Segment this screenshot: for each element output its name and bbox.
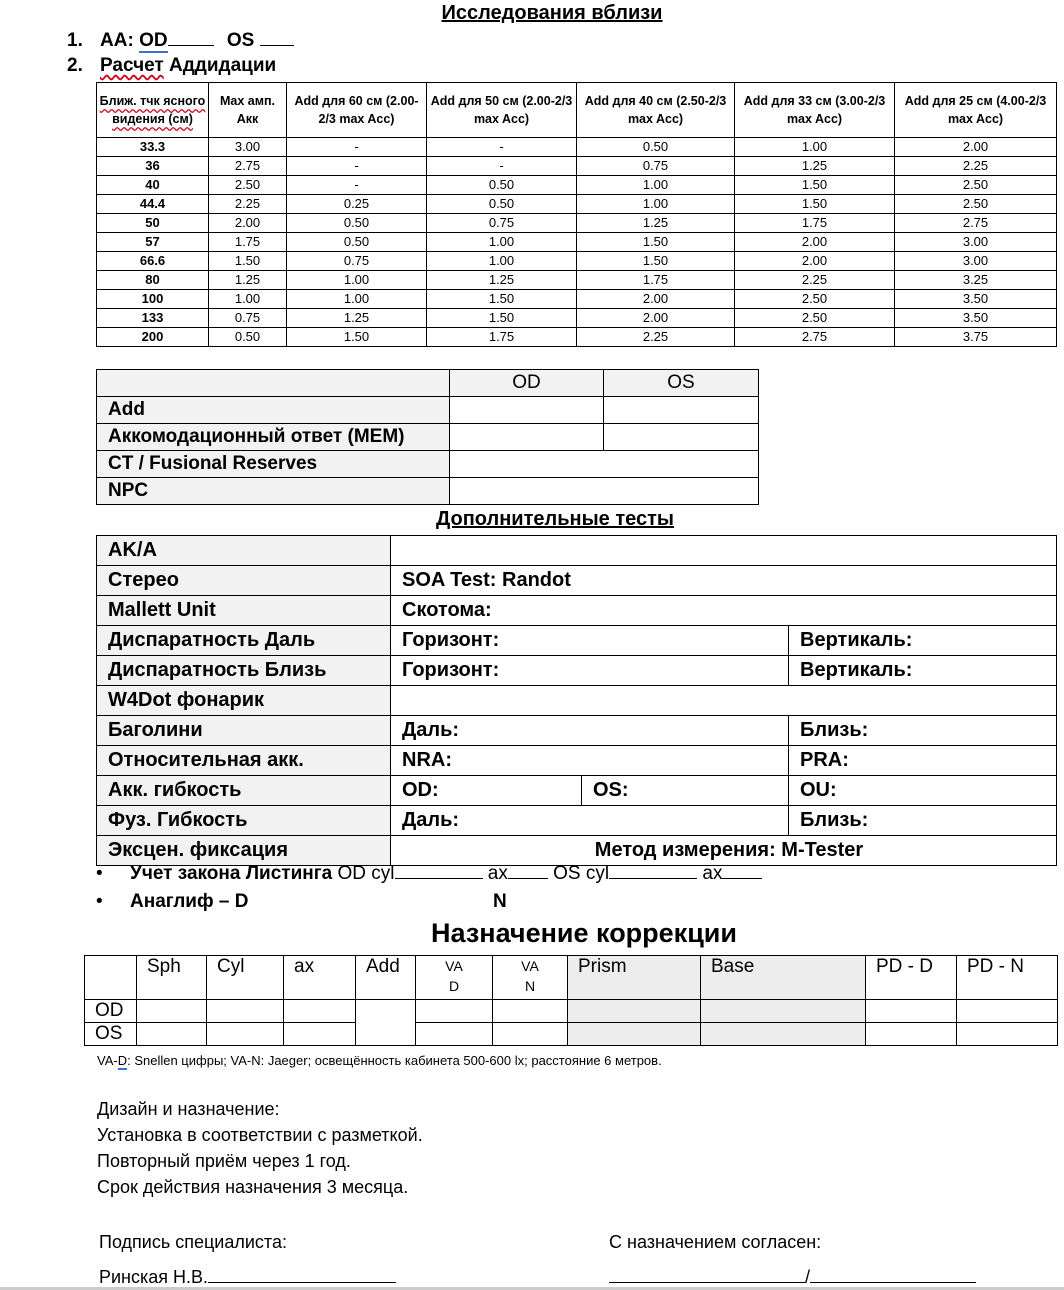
table-cell: - <box>427 157 577 176</box>
table-row <box>97 746 1057 776</box>
table-cell: 2.25 <box>735 271 895 290</box>
near-point-cell: 80 <box>97 271 209 290</box>
od-prism-field[interactable] <box>568 1000 701 1023</box>
table-cell: 1.50 <box>735 176 895 195</box>
near-point-cell: 100 <box>97 290 209 309</box>
mallett-value[interactable]: Скотома: <box>391 596 1057 626</box>
corner-cell <box>85 956 137 1000</box>
table-cell: 2.00 <box>735 252 895 271</box>
table-row <box>97 157 1057 176</box>
table-cell: 0.50 <box>209 328 287 347</box>
bagolini-far[interactable]: Даль: <box>391 716 789 746</box>
patient-signature-field[interactable] <box>609 1266 805 1283</box>
header-near-point: Ближ. тчк ясного видения (см) <box>97 83 209 138</box>
table-row <box>97 836 1057 866</box>
header-add-40: Add для 40 см (2.50-2/3 max Acc) <box>577 83 735 138</box>
header-pd-d: PD - D <box>866 956 957 1000</box>
os-pd-n-field[interactable] <box>957 1023 1058 1046</box>
corner-cell <box>97 370 450 397</box>
aa-os-field[interactable] <box>260 29 294 46</box>
aa-od-field[interactable] <box>168 29 214 46</box>
header-add-25: Add для 25 см (4.00-2/3 max Acc) <box>895 83 1057 138</box>
table-cell: 3.50 <box>895 309 1057 328</box>
listing-od-ax-field[interactable] <box>508 862 548 879</box>
table-cell: 2.50 <box>735 309 895 328</box>
nra-field[interactable]: NRA: <box>391 746 789 776</box>
table-cell: 0.50 <box>287 233 427 252</box>
mem-os-field[interactable] <box>604 424 759 451</box>
table-cell: 2.00 <box>577 309 735 328</box>
table-row <box>97 195 1057 214</box>
table-cell: - <box>287 157 427 176</box>
table-cell: 2.50 <box>735 290 895 309</box>
header-base: Base <box>701 956 866 1000</box>
row-label-acc-flexibility: Акк. гибкость <box>97 776 391 806</box>
od-os-table <box>96 369 759 505</box>
column-os: OS <box>604 370 759 397</box>
table-cell: 2.25 <box>895 157 1057 176</box>
table-cell: 0.75 <box>209 309 287 328</box>
header-pd-n: PD - N <box>957 956 1058 1000</box>
table-cell: 1.50 <box>427 290 577 309</box>
table-cell: 0.50 <box>427 176 577 195</box>
table-header-row <box>85 956 1058 1000</box>
os-sph-field[interactable] <box>137 1023 207 1046</box>
header-add-60: Add для 60 см (2.00-2/3 max Acc) <box>287 83 427 138</box>
os-base-field[interactable] <box>701 1023 866 1046</box>
table-cell: 1.25 <box>209 271 287 290</box>
table-cell: 0.25 <box>287 195 427 214</box>
table-cell: 3.00 <box>895 233 1057 252</box>
header-va-n: VA N <box>493 956 568 1000</box>
table-cell: 2.50 <box>895 176 1057 195</box>
near-point-cell: 40 <box>97 176 209 195</box>
table-cell: 1.50 <box>577 233 735 252</box>
add-calculation-table <box>96 82 1057 347</box>
table-cell: 2.75 <box>895 214 1057 233</box>
table-row <box>97 214 1057 233</box>
notes-line: Дизайн и назначение: <box>97 1099 280 1119</box>
notes-line: Повторный приём через 1 год. <box>97 1151 351 1171</box>
table-cell: 2.00 <box>209 214 287 233</box>
od-cyl-field[interactable] <box>207 1000 284 1023</box>
row-label-ct: CT / Fusional Reserves <box>97 451 450 478</box>
table-cell: 1.00 <box>287 290 427 309</box>
pra-field[interactable]: PRA: <box>789 746 1057 776</box>
specialist-signature <box>99 1266 396 1288</box>
row-label-fusion-flexibility: Фуз. Гибкость <box>97 806 391 836</box>
table-cell: - <box>287 138 427 157</box>
table-cell: 2.75 <box>209 157 287 176</box>
row-label-mallett: Mallett Unit <box>97 596 391 626</box>
near-point-cell: 200 <box>97 328 209 347</box>
row-label-aka: AK/A <box>97 536 391 566</box>
near-point-cell: 50 <box>97 214 209 233</box>
table-cell: 3.50 <box>895 290 1057 309</box>
extra-tests-table <box>96 535 1057 866</box>
table-cell: 0.50 <box>287 214 427 233</box>
od-pd-d-field[interactable] <box>866 1000 957 1023</box>
prescription-notes <box>97 1096 423 1200</box>
table-cell: 0.75 <box>427 214 577 233</box>
bagolini-near[interactable]: Близь: <box>789 716 1057 746</box>
table-row <box>97 370 759 397</box>
table-row <box>97 138 1057 157</box>
header-prism: Prism <box>568 956 701 1000</box>
near-point-cell: 57 <box>97 233 209 252</box>
listing-os-cyl-field[interactable] <box>609 862 697 879</box>
specialist-signature-field[interactable] <box>208 1266 396 1283</box>
table-row <box>97 596 1057 626</box>
header-max-amp: Max амп. Акк <box>209 83 287 138</box>
table-cell: 0.75 <box>577 157 735 176</box>
table-row <box>85 1000 1058 1023</box>
os-pd-d-field[interactable] <box>866 1023 957 1046</box>
table-cell: - <box>287 176 427 195</box>
table-cell: 1.00 <box>287 271 427 290</box>
table-cell: 0.50 <box>577 138 735 157</box>
od-ax-field[interactable] <box>284 1000 356 1023</box>
header-cyl: Cyl <box>207 956 284 1000</box>
near-point-cell: 44.4 <box>97 195 209 214</box>
mem-od-field[interactable] <box>450 424 604 451</box>
extra-tests-title: Дополнительные тесты <box>436 508 674 530</box>
acc-flex-os[interactable]: OS: <box>582 776 789 806</box>
eccentric-fixation-method[interactable]: Метод измерения: M-Tester <box>391 836 1057 866</box>
table-cell: 1.50 <box>577 252 735 271</box>
notes-line: Срок действия назначения 3 месяца. <box>97 1177 409 1197</box>
od-sph-field[interactable] <box>137 1000 207 1023</box>
w4dot-field[interactable] <box>391 686 1057 716</box>
patient-signature <box>609 1266 976 1288</box>
row-label-eccentric-fixation: Эксцен. фиксация <box>97 836 391 866</box>
table-cell: 3.75 <box>895 328 1057 347</box>
table-cell: 2.25 <box>209 195 287 214</box>
table-row <box>97 424 759 451</box>
listing-od-cyl-field[interactable] <box>395 862 483 879</box>
near-point-cell: 66.6 <box>97 252 209 271</box>
disparity-far-horizontal[interactable]: Горизонт: <box>391 626 789 656</box>
acc-flex-ou[interactable]: OU: <box>789 776 1057 806</box>
table-row <box>97 397 759 424</box>
table-cell: 2.50 <box>209 176 287 195</box>
table-cell: 1.00 <box>209 290 287 309</box>
header-va-d: VA D <box>416 956 493 1000</box>
header-sph: Sph <box>137 956 207 1000</box>
disparity-near-vertical[interactable]: Вертикаль: <box>789 656 1057 686</box>
os-ax-field[interactable] <box>284 1023 356 1046</box>
table-row <box>97 252 1057 271</box>
specialist-signature-label: Подпись специалиста: <box>99 1232 287 1252</box>
add-od-field[interactable] <box>450 397 604 424</box>
table-row <box>97 309 1057 328</box>
table-row <box>97 776 1057 806</box>
od-va-n-field[interactable] <box>493 1000 568 1023</box>
row-label-npc: NPC <box>97 478 450 505</box>
table-cell: 2.00 <box>735 233 895 252</box>
va-note: VA-D: Snellen цифры; VA-N: Jaeger; освещённость кабинета 500-600 lx; расстояние 6 метров. <box>97 1053 662 1068</box>
table-cell: - <box>427 138 577 157</box>
add-os-field[interactable] <box>604 397 759 424</box>
header-ax: ax <box>284 956 356 1000</box>
table-cell: 1.25 <box>735 157 895 176</box>
row-label-os: OS <box>85 1023 137 1046</box>
row-label-relative-acc: Относительная акк. <box>97 746 391 776</box>
od-va-d-field[interactable] <box>416 1000 493 1023</box>
table-cell: 0.75 <box>287 252 427 271</box>
os-cyl-field[interactable] <box>207 1023 284 1046</box>
fusion-flex-near[interactable]: Близь: <box>789 806 1057 836</box>
table-cell: 1.75 <box>209 233 287 252</box>
row-label-mem: Аккомодационный ответ (MEM) <box>97 424 450 451</box>
table-cell: 2.00 <box>577 290 735 309</box>
table-cell: 2.50 <box>895 195 1057 214</box>
table-row <box>97 290 1057 309</box>
signature-slash: / <box>805 1267 811 1287</box>
row-label-od: OD <box>85 1000 137 1023</box>
stereo-value[interactable]: SOA Test: Randot <box>391 566 1057 596</box>
table-cell: 2.00 <box>895 138 1057 157</box>
od-base-field[interactable] <box>701 1000 866 1023</box>
table-cell: 2.75 <box>735 328 895 347</box>
table-cell: 3.25 <box>895 271 1057 290</box>
row-label-disparity-near: Диспаратность Близь <box>97 656 391 686</box>
disparity-far-vertical[interactable]: Вертикаль: <box>789 626 1057 656</box>
table-cell: 1.75 <box>735 214 895 233</box>
aa-os-label: OS <box>226 30 255 51</box>
table-cell: 1.50 <box>287 328 427 347</box>
patient-agree-label: С назначением согласен: <box>609 1232 822 1252</box>
near-point-cell: 36 <box>97 157 209 176</box>
od-pd-n-field[interactable] <box>957 1000 1058 1023</box>
aa-od-label: OD <box>139 30 168 51</box>
table-cell: 1.00 <box>577 176 735 195</box>
table-row <box>97 686 1057 716</box>
table-row <box>97 536 1057 566</box>
table-row <box>97 478 759 505</box>
table-row <box>97 806 1057 836</box>
notes-line: Установка в соответствии с разметкой. <box>97 1125 423 1145</box>
header-add-50: Add для 50 см (2.00-2/3 max Acc) <box>427 83 577 138</box>
os-va-n-field[interactable] <box>493 1023 568 1046</box>
table-cell: 3.00 <box>209 138 287 157</box>
listing-os-ax-field[interactable] <box>722 862 762 879</box>
rx-title: Назначение коррекции <box>431 918 737 948</box>
table-row <box>97 716 1057 746</box>
column-od: OD <box>450 370 604 397</box>
table-cell: 1.00 <box>427 233 577 252</box>
table-row <box>97 271 1057 290</box>
os-prism-field[interactable] <box>568 1023 701 1046</box>
item-aa: 1. АА: OD OS <box>67 29 294 52</box>
bullet-anaglyph: • Анаглиф – D <box>96 891 249 912</box>
table-row <box>97 328 1057 347</box>
table-row <box>97 451 759 478</box>
table-cell: 0.50 <box>427 195 577 214</box>
table-cell: 1.25 <box>577 214 735 233</box>
table-cell: 1.00 <box>577 195 735 214</box>
prescription-table <box>84 955 1058 1046</box>
table-cell: 1.25 <box>427 271 577 290</box>
anaglyph-n-label: N <box>493 891 507 912</box>
table-cell: 1.00 <box>735 138 895 157</box>
item-add-calc: 2. Расчет Аддидации <box>67 55 277 76</box>
row-label-disparity-far: Диспаратность Даль <box>97 626 391 656</box>
table-cell: 1.75 <box>577 271 735 290</box>
table-row <box>97 233 1057 252</box>
table-cell: 1.00 <box>427 252 577 271</box>
row-label-add: Add <box>97 397 450 424</box>
disparity-near-horizontal[interactable]: Горизонт: <box>391 656 789 686</box>
ct-field[interactable] <box>450 451 759 478</box>
add-field[interactable] <box>356 1000 416 1046</box>
npc-field[interactable] <box>450 478 759 505</box>
aka-field[interactable] <box>391 536 1057 566</box>
table-cell: 3.00 <box>895 252 1057 271</box>
table-row <box>97 176 1057 195</box>
table-header-row <box>97 83 1057 138</box>
bullet-dot-icon: • <box>96 891 103 912</box>
table-row <box>85 1023 1058 1046</box>
patient-name-field[interactable] <box>810 1266 976 1283</box>
table-row <box>97 656 1057 686</box>
table-row <box>97 566 1057 596</box>
bullet-dot-icon: • <box>96 863 103 884</box>
bullet-listing: • Учет закона Листинга OD cyl ax OS cyl ax <box>96 862 762 885</box>
row-label-w4dot: W4Dot фонарик <box>97 686 391 716</box>
row-label-stereo: Стерео <box>97 566 391 596</box>
acc-flex-od[interactable]: OD: <box>391 776 582 806</box>
table-cell: 1.25 <box>287 309 427 328</box>
table-cell: 1.75 <box>427 328 577 347</box>
table-cell: 1.50 <box>735 195 895 214</box>
table-cell: 2.25 <box>577 328 735 347</box>
fusion-flex-far[interactable]: Даль: <box>391 806 789 836</box>
header-add: Add <box>356 956 416 1000</box>
near-point-cell: 133 <box>97 309 209 328</box>
specialist-name: Ринская Н.В. <box>99 1267 209 1287</box>
page-title: Исследования вблизи <box>441 2 663 24</box>
header-add-33: Add для 33 см (3.00-2/3 max Acc) <box>735 83 895 138</box>
table-row <box>97 626 1057 656</box>
table-cell: 1.50 <box>209 252 287 271</box>
near-point-cell: 33.3 <box>97 138 209 157</box>
os-va-d-field[interactable] <box>416 1023 493 1046</box>
table-cell: 1.50 <box>427 309 577 328</box>
row-label-bagolini: Баголини <box>97 716 391 746</box>
